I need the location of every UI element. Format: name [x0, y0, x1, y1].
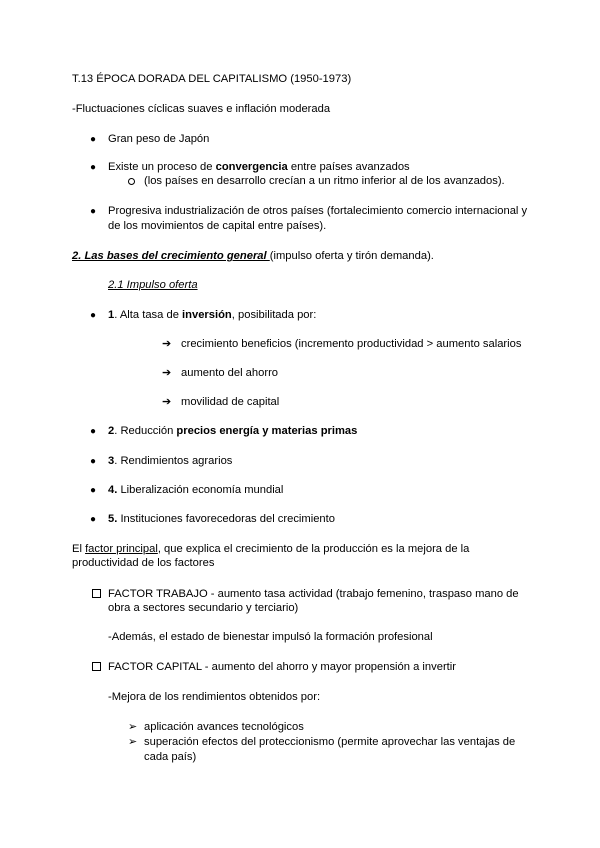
arrow-icon: ➔ — [162, 338, 172, 350]
factor-trabajo-1: FACTOR TRABAJO - aumento tasa actividad (trabajo femenino, traspaso mano de — [108, 588, 519, 600]
bullet-dot-icon: ● — [90, 456, 97, 467]
bullet-dot-icon: ● — [90, 310, 97, 321]
chevron-icon: ➢ — [128, 736, 138, 748]
bullet-dot-icon: ● — [90, 162, 97, 173]
capital-item-1: aplicación avances tecnológicos — [144, 721, 304, 733]
arrow-icon: ➔ — [162, 367, 172, 379]
section-heading: 2. Las bases del crecimiento general (impulso oferta y tirón demanda). — [72, 250, 434, 262]
arrow-item-3: movilidad de capital — [181, 396, 280, 408]
arrow-icon: ➔ — [162, 396, 172, 408]
sub-bullet-developing: (los países en desarrollo crecían a un ritmo inferior al de los avanzados). — [144, 175, 505, 187]
checkbox-icon — [92, 662, 101, 671]
circle-bullet-icon — [128, 178, 135, 185]
factor-paragraph-1: El factor principal, que explica el crecimiento de la producción es la mejora de la — [72, 543, 470, 555]
item-1: 1. Alta tasa de inversión, posibilitada por: — [108, 309, 317, 321]
arrow-item-2: aumento del ahorro — [181, 367, 279, 379]
factor-paragraph-2: productividad de los factores — [72, 557, 215, 569]
factor-trabajo-2: obra a sectores secundario y terciario) — [108, 602, 299, 614]
bullet-convergence: Existe un proceso de convergencia entre países avanzados — [108, 161, 410, 173]
item-3: 3. Rendimientos agrarios — [108, 455, 233, 467]
item-4: 4. Liberalización economía mundial — [108, 484, 284, 496]
bullet-dot-icon: ● — [90, 426, 97, 437]
factor-trabajo-note: -Además, el estado de bienestar impulsó la formación profesional — [108, 631, 433, 643]
item-2: 2. Reducción precios energía y materias primas — [108, 425, 358, 437]
bullet-dot-icon: ● — [90, 514, 97, 525]
intro-line: -Fluctuaciones cíclicas suaves e inflación moderada — [72, 103, 331, 115]
bullet-dot-icon: ● — [90, 485, 97, 496]
page-title: T.13 ÉPOCA DORADA DEL CAPITALISMO (1950-1973) — [72, 73, 352, 85]
arrow-item-1: crecimiento beneficios (incremento productividad > aumento salarios — [181, 338, 522, 350]
checkbox-icon — [92, 589, 101, 598]
bullet-industrialization-1: Progresiva industrialización de otros países (fortalecimiento comercio internacional y — [108, 205, 528, 217]
bullet-dot-icon: ● — [90, 206, 97, 217]
bullet-industrialization-2: de los movimientos de capital entre países). — [108, 220, 327, 232]
bullet-dot-icon: ● — [90, 134, 97, 145]
capital-item-2a: superación efectos del proteccionismo (permite aprovechar las ventajas de — [144, 736, 516, 748]
factor-capital: FACTOR CAPITAL - aumento del ahorro y mayor propensión a invertir — [108, 661, 456, 673]
item-5: 5. Instituciones favorecedoras del crecimiento — [108, 513, 335, 525]
capital-item-2b: cada país) — [144, 751, 197, 763]
bullet-japan: Gran peso de Japón — [108, 133, 210, 145]
chevron-icon: ➢ — [128, 721, 138, 733]
factor-capital-note: -Mejora de los rendimientos obtenidos por: — [108, 691, 321, 703]
subsection-heading: 2.1 Impulso oferta — [108, 279, 198, 291]
